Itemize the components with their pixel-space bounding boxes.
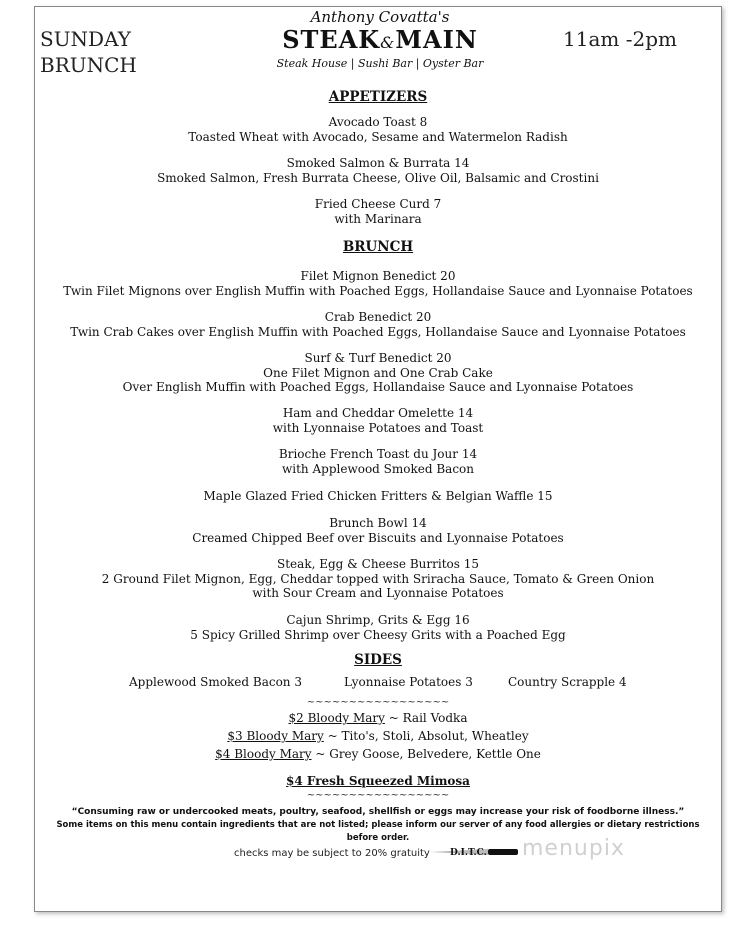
item-desc: with Applewood Smoked Bacon — [282, 461, 474, 476]
item-desc-2: with Sour Cream and Lyonnaise Potatoes — [252, 586, 504, 600]
watermark: menupix — [522, 836, 625, 861]
sides-heading: SIDES — [354, 652, 402, 668]
item-desc: Toasted Wheat with Avocado, Sesame and Watermelon Radish — [188, 129, 568, 144]
restaurant-logo — [230, 8, 530, 71]
bloody-mary-row — [34, 745, 722, 763]
item-name: Fried Cheese Curd 7 — [314, 197, 442, 211]
menu-item — [34, 310, 722, 339]
item-name: Surf & Turf Benedict 20 — [304, 351, 452, 365]
item-desc: 5 Spicy Grilled Shrimp over Cheesy Grits with a Poached Egg — [190, 627, 566, 642]
separator: ~ — [311, 747, 330, 761]
brand-steak: STEAK — [282, 25, 381, 54]
divider-tilde: ~~~~~~~~~~~~~~~~~ — [306, 790, 450, 801]
logo-text: D.I.T.C. — [450, 848, 487, 858]
menu-item — [34, 613, 722, 642]
menu-item — [34, 351, 722, 395]
item-name: Steak, Egg & Cheese Burritos 15 — [277, 557, 479, 571]
item-name: Cajun Shrimp, Grits & Egg 16 — [286, 613, 470, 627]
item-name: Ham and Cheddar Omelette 14 — [282, 406, 474, 420]
item-desc: Twin Filet Mignons over English Muffin with Poached Eggs, Hollandaise Sauce and Lyonnaise Potatoes — [63, 283, 693, 298]
tagline: Steak House | Sushi Bar | Oyster Bar — [276, 57, 484, 70]
item-desc: Creamed Chipped Beef over Biscuits and Lyonnaise Potatoes — [192, 530, 564, 545]
side-item: Lyonnaise Potatoes 3 — [344, 675, 473, 689]
allergy-notice: Some items on this menu contain ingredients that are not listed; please inform our server of any food allergies or dietary restrictions before order. — [56, 820, 700, 843]
side-item: Applewood Smoked Bacon 3 — [129, 675, 302, 689]
brand-ampersand: & — [380, 33, 396, 52]
bloody-mary-price: $4 Bloody Mary — [215, 747, 312, 761]
bloody-mary-price: $3 Bloody Mary — [227, 729, 324, 743]
item-name: Crab Benedict 20 — [324, 310, 432, 324]
item-name: Brunch Bowl 14 — [329, 516, 427, 530]
brand-name — [230, 26, 530, 57]
divider-tilde: ~~~~~~~~~~~~~~~~~ — [306, 697, 450, 708]
item-name: Maple Glazed Fried Chicken Fritters & Belgian Waffle 15 — [203, 489, 553, 503]
item-name: Filet Mignon Benedict 20 — [300, 269, 456, 283]
gratuity-note: checks may be subject to 20% gratuity — [234, 848, 430, 859]
item-desc: with Lyonnaise Potatoes and Toast — [272, 420, 484, 435]
menu-item — [34, 406, 722, 435]
item-desc-2: Over English Muffin with Poached Eggs, Hollandaise Sauce and Lyonnaise Potatoes — [122, 380, 634, 394]
item-desc: with Marinara — [334, 211, 422, 226]
bloody-mary-row — [34, 709, 722, 727]
item-name: Brioche French Toast du Jour 14 — [278, 447, 478, 461]
vodka-options: Tito's, Stoli, Absolut, Wheatley — [341, 729, 529, 743]
menu-item — [34, 156, 722, 185]
menu-item — [34, 269, 722, 298]
food-safety-notice: “Consuming raw or undercooked meats, poultry, seafood, shellfish or eggs may increase your risk of foodborne illness.” — [71, 807, 685, 817]
menu-item — [34, 197, 722, 226]
sunday-brunch-title — [40, 26, 190, 78]
vodka-options: Rail Vodka — [402, 711, 468, 725]
bloody-mary-price: $2 Bloody Mary — [288, 711, 385, 725]
appetizers-heading: APPETIZERS — [328, 89, 428, 105]
item-desc: Smoked Salmon, Fresh Burrata Cheese, Olive Oil, Balsamic and Crostini — [157, 170, 599, 185]
title-line-1: SUNDAY — [40, 27, 131, 51]
brand-main: MAIN — [395, 25, 478, 54]
menu-item — [34, 447, 722, 476]
item-desc: 2 Ground Filet Mignon, Egg, Cheddar topped with Sriracha Sauce, Tomato & Green Onion — [101, 571, 655, 586]
side-item: Country Scrapple 4 — [508, 675, 627, 689]
owner-name: Anthony Covatta's — [310, 8, 450, 26]
title-line-2: BRUNCH — [40, 53, 137, 77]
menu-item — [34, 115, 722, 144]
item-name: Smoked Salmon & Burrata 14 — [286, 156, 470, 170]
brunch-heading: BRUNCH — [342, 239, 414, 255]
menu-item — [34, 489, 722, 504]
bloody-mary-row — [34, 727, 722, 745]
separator: ~ — [323, 729, 342, 743]
menu-item — [34, 557, 722, 601]
item-desc: One Filet Mignon and One Crab Cake — [263, 365, 493, 380]
menu-item — [34, 516, 722, 545]
item-desc: Twin Crab Cakes over English Muffin with Poached Eggs, Hollandaise Sauce and Lyonnaise Potatoes — [70, 324, 686, 339]
item-name: Avocado Toast 8 — [328, 115, 428, 129]
vodka-options: Grey Goose, Belvedere, Kettle One — [329, 747, 541, 761]
mimosa: $4 Fresh Squeezed Mimosa — [286, 774, 470, 788]
separator: ~ — [384, 711, 403, 725]
hours: 11am -2pm — [563, 27, 677, 51]
